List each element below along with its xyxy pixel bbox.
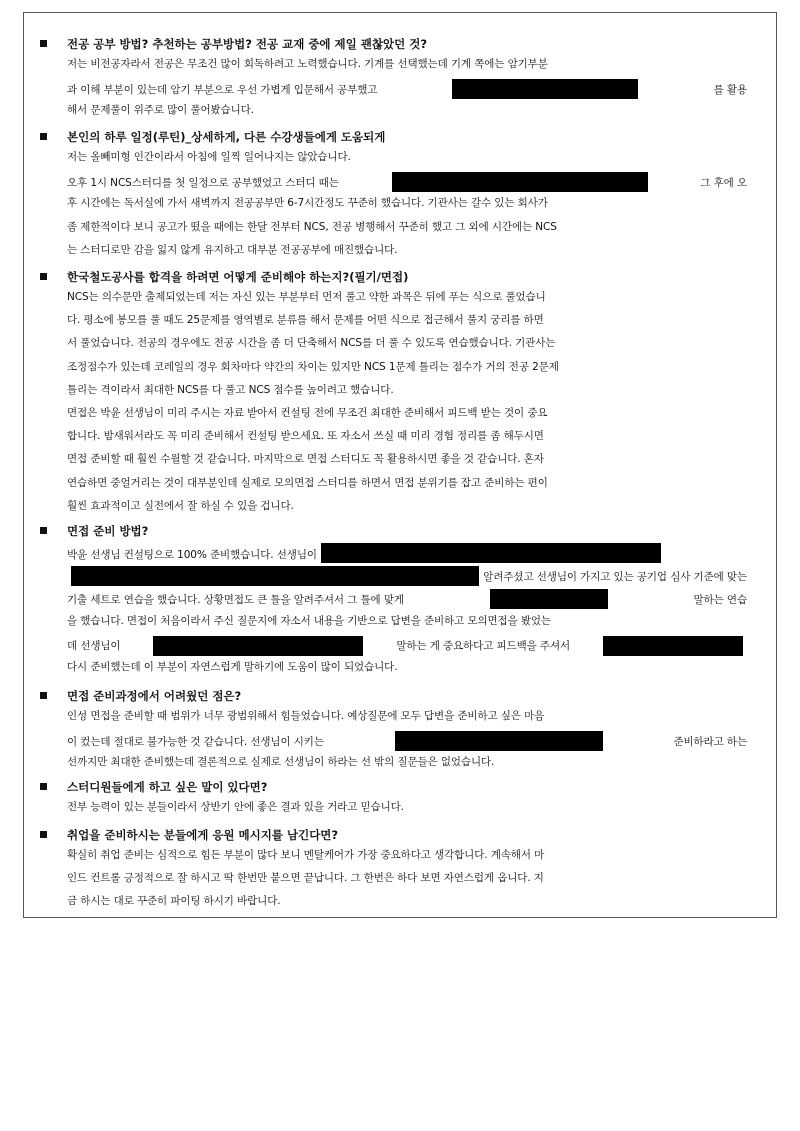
line-text: 기출 세트로 연습을 했습니다. 상황면접도 큰 틀을 알려주셔서 그 틀에 맞게 (67, 593, 404, 606)
body-line (67, 543, 747, 563)
line-text: 선까지만 최대한 준비했는데 결론적으로 실제로 선생님이 하라는 선 밖의 질문들은 없었습니다. (67, 756, 495, 769)
body-line (67, 219, 747, 234)
heading-text: 한국철도공사를 합격을 하려면 어떻게 준비해야 하는지?(필기/면접) (67, 270, 409, 284)
line-text: 말하는 게 중요하다고 피드백을 주셔서 (396, 640, 571, 653)
body-line (67, 242, 747, 257)
redaction-bar (321, 543, 661, 563)
body-line (67, 405, 747, 420)
bullet-icon (40, 133, 47, 140)
line-text: 이 컸는데 절대로 불가능한 것 같습니다. 선생님이 시키는 (67, 735, 324, 748)
body-line (67, 475, 747, 490)
body-line (67, 754, 747, 769)
bullet-icon (40, 273, 47, 280)
section-heading (40, 269, 408, 287)
line-text: 과 이해 부분이 있는데 암기 부분으로 우선 가볍게 입문해서 공부했고 (67, 83, 378, 96)
body-line (67, 847, 747, 862)
line-text: 확실히 취업 준비는 심적으로 힘든 부분이 많다 보니 멘탈케어가 가장 중요하다고 생각합니다. 계속해서 마 (67, 849, 545, 861)
line-text: 좀 제한적이다 보니 공고가 떴을 때에는 한달 전부터 NCS, 전공 병행해서 꾸준히 했고 그 외에 시간에는 NCS (67, 220, 557, 233)
heading-text: 전공 공부 방법? 추천하는 공부방법? 전공 교재 중에 제일 괜찮았던 것? (67, 37, 427, 51)
line-text: 저는 올빼미형 인간이라서 아침에 일찍 일어나지는 않았습니다. (67, 151, 351, 163)
heading-text: 면접 준비 방법? (67, 524, 149, 538)
section-heading (40, 129, 385, 147)
body-line (67, 589, 747, 609)
line-text: 오후 1시 NCS스터디를 첫 일정으로 공부했었고 스터디 때는 (67, 176, 339, 189)
line-text: 를 활용 (713, 83, 747, 96)
line-text: NCS는 의수문만 출제되었는데 저는 자신 있는 부분부터 먼저 풀고 약한 과목은 뒤에 푸는 식으로 풀었습니 (67, 291, 546, 303)
section-heading (40, 688, 241, 706)
body-line (67, 289, 747, 304)
line-text: 인드 컨트롤 긍정적으로 잘 하시고 딱 한번만 붙으면 끝납니다. 그 한번은 하다 보면 자연스럽게 옵니다. 지 (67, 872, 544, 885)
line-text: 조정점수가 있는데 코레일의 경우 회차마다 약간의 차이는 있지만 NCS 1문제 틀리는 점수가 거의 전공 2문제 (67, 360, 559, 373)
line-text: 을 했습니다. 면접이 처음이라서 주신 질문지에 자소서 내용을 기반으로 답변을 준비하고 모의면접을 봤었는 (67, 614, 551, 627)
redaction-bar (153, 636, 363, 656)
body-line (67, 659, 747, 674)
bullet-icon (40, 692, 47, 699)
line-text: 준비하라고 하는 (673, 735, 747, 748)
body-line (67, 195, 747, 210)
line-text: 합니다. 밤새워서라도 꼭 미리 준비해서 컨설팅 받으세요. 또 자소서 쓰실 때 미리 경험 정리를 좀 해두시면 (67, 430, 544, 443)
body-line (67, 79, 747, 99)
line-text: 박윤 선생님 컨설팅으로 100% 준비했습니다. 선생님이 (67, 549, 317, 561)
section-heading (40, 523, 148, 541)
line-text: 전부 능력이 있는 분들이라서 상반기 안에 좋은 결과 있을 거라고 믿습니다. (67, 801, 404, 813)
section-heading (40, 779, 267, 797)
line-text: 연습하면 중얼거리는 것이 대부분인데 실제로 모의면접 스터디를 하면서 면접 분위기를 잡고 준비하는 편이 (67, 476, 548, 489)
line-text: 면접 준비할 때 훨씬 수월할 것 같습니다. 마지막으로 면접 스터디도 꼭 활용하시면 좋을 것 같습니다. 혼자 (67, 453, 544, 466)
line-text: 면접은 박윤 선생님이 미리 주시는 자료 받아서 컨설팅 전에 무조건 최대한 준비해서 피드백 받는 것이 중요 (67, 407, 548, 419)
redaction-bar (392, 172, 648, 192)
bullet-icon (40, 527, 47, 534)
redaction-bar (395, 731, 603, 751)
heading-text: 본인의 하루 일정(루틴)_상세하게, 다른 수강생들에게 도움되게 (67, 130, 386, 144)
body-line (67, 613, 747, 628)
body-line (67, 893, 747, 908)
body-line (67, 636, 747, 656)
redaction-bar (603, 636, 743, 656)
line-text: 는 스터디로만 감을 잃지 않게 유지하고 대부분 전공공부에 매진했습니다. (67, 243, 398, 256)
body-line (67, 382, 747, 397)
body-line (67, 102, 747, 117)
heading-text: 면접 준비과정에서 어려웠던 점은? (67, 689, 242, 703)
line-text: 틀리는 격이라서 최대한 NCS를 다 풀고 NCS 점수를 높이려고 했습니다. (67, 383, 394, 396)
body-line (67, 172, 747, 192)
line-text: 다. 평소에 봉모를 풀 때도 25문제를 영역별로 분류를 해서 문제를 어떤 식으로 접근해서 풀지 궁리를 하면 (67, 314, 544, 327)
line-text: 후 시간에는 독서실에 가서 새벽까지 전공공부만 6-7시간정도 꾸준히 했습니다. 기관사는 갈수 있는 회사가 (67, 197, 548, 210)
body-line (67, 312, 747, 327)
body-line (67, 566, 747, 586)
redaction-bar (452, 79, 638, 99)
bullet-icon (40, 783, 47, 790)
body-line (67, 799, 747, 814)
body-line (67, 149, 747, 164)
body-line (67, 731, 747, 751)
bullet-icon (40, 831, 47, 838)
redaction-bar (71, 566, 479, 586)
redaction-bar (490, 589, 608, 609)
line-text: 데 선생님이 (67, 640, 121, 653)
line-text: 서 풀었습니다. 전공의 경우에도 전공 시간을 좀 더 단축해서 NCS를 더 풀 수 있도록 연습했습니다. 기관사는 (67, 337, 556, 350)
bullet-icon (40, 40, 47, 47)
line-text: 훨씬 효과적이고 실전에서 잘 하실 수 있을 겁니다. (67, 499, 294, 512)
body-line (67, 359, 747, 374)
body-line (67, 335, 747, 350)
line-text: 알려주셨고 선생님이 가지고 있는 공기업 심사 기준에 맞는 (483, 570, 747, 583)
line-text: 말하는 연습 (693, 593, 747, 606)
section-heading (40, 827, 338, 845)
body-line (67, 708, 747, 723)
body-line (67, 451, 747, 466)
body-line (67, 498, 747, 513)
heading-text: 스터디원들에게 하고 싶은 말이 있다면? (67, 780, 268, 794)
section-heading (40, 36, 427, 54)
line-text: 인성 면접을 준비할 때 범위가 너무 광범위해서 힘들었습니다. 예상질문에 모두 답변을 준비하고 싶은 마음 (67, 710, 545, 722)
body-line (67, 428, 747, 443)
heading-text: 취업을 준비하시는 분들에게 응원 메시지를 남긴다면? (67, 828, 339, 842)
body-line (67, 56, 747, 71)
line-text: 해서 문제풀이 위주로 많이 풀어봤습니다. (67, 104, 254, 117)
line-text: 저는 비전공자라서 전공은 무조건 많이 회독하려고 노력했습니다. 기계를 선택했는데 기계 쪽에는 암기부분 (67, 58, 548, 70)
line-text: 그 후에 오 (700, 176, 747, 189)
line-text: 금 하시는 대로 꾸준히 파이팅 하시기 바랍니다. (67, 895, 281, 908)
body-line (67, 870, 747, 885)
line-text: 다시 준비했는데 이 부분이 자연스럽게 말하기에 도움이 많이 되었습니다. (67, 661, 398, 673)
